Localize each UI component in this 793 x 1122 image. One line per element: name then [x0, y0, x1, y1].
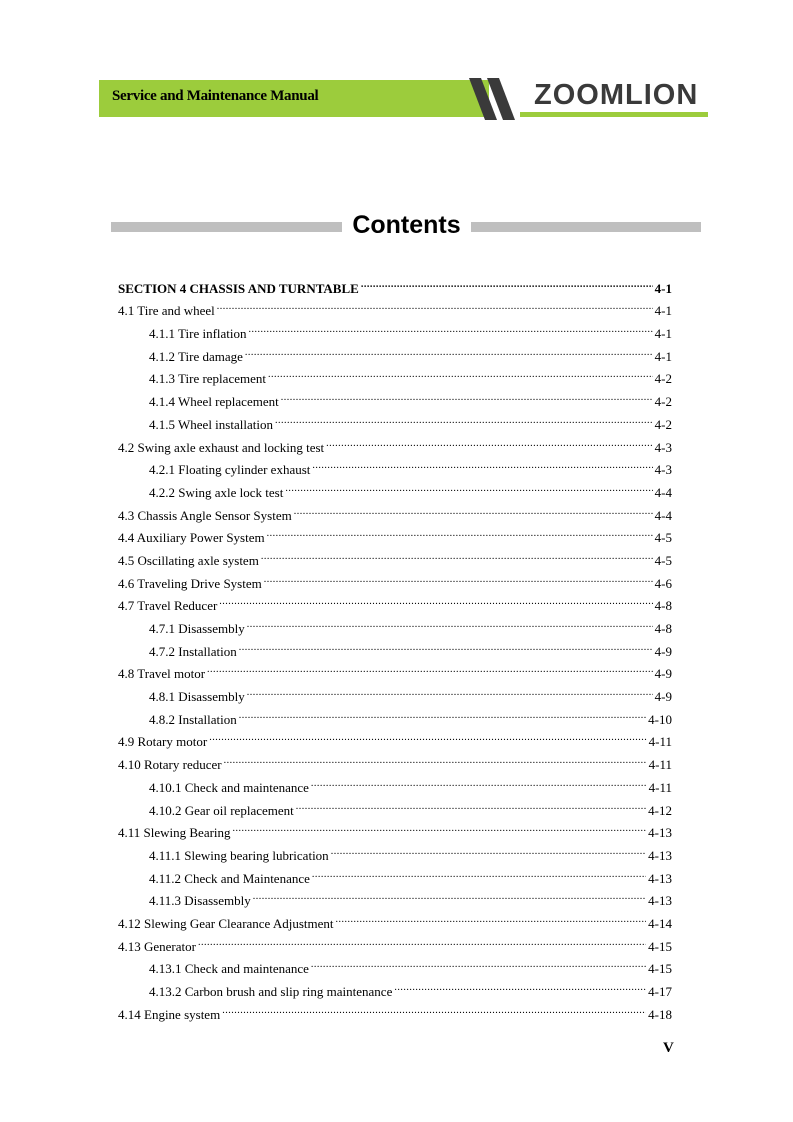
toc-dot-leader [285, 474, 652, 497]
toc-entry-page: 4-9 [654, 666, 672, 682]
toc-entry-page: 4-2 [654, 371, 672, 387]
toc-dot-leader [224, 746, 647, 769]
toc-entry-title: SECTION 4 CHASSIS AND TURNTABLE [118, 280, 359, 296]
toc-entry-page: 4-1 [654, 303, 672, 319]
manual-title: Service and Maintenance Manual [112, 88, 319, 104]
toc-entry-title: 4.1.4 Wheel replacement [149, 394, 279, 410]
toc-entry-title: 4.8.2 Installation [149, 711, 237, 727]
page-number: V [663, 1040, 674, 1056]
toc-entry-page: 4-9 [654, 689, 672, 705]
toc-entry-page: 4-2 [654, 394, 672, 410]
toc-dot-leader [312, 860, 646, 883]
toc-entry[interactable] [118, 951, 672, 977]
toc-dot-leader [249, 315, 653, 338]
toc-entry-title: 4.1 Tire and wheel [118, 303, 215, 319]
toc-dot-leader [294, 497, 653, 520]
toc-dot-leader [239, 701, 646, 724]
toc-dot-leader [247, 610, 653, 633]
toc-entry-title: 4.13.1 Check and maintenance [149, 961, 309, 977]
toc-dot-leader [261, 542, 653, 565]
toc-dot-leader [326, 429, 652, 452]
toc-dot-leader [245, 338, 653, 361]
toc-entry[interactable] [118, 270, 672, 296]
toc-entry-title: 4.10.2 Gear oil replacement [149, 802, 294, 818]
toc-entry-title: 4.14 Engine system [118, 1006, 221, 1022]
toc-dot-leader [233, 815, 647, 838]
toc-entry-title: 4.4 Auxiliary Power System [118, 530, 265, 546]
toc-entry-page: 4-13 [648, 870, 672, 886]
toc-entry[interactable] [118, 928, 672, 954]
toc-entry-title: 4.7 Travel Reducer [118, 598, 218, 614]
toc-entry-page: 4-1 [654, 326, 672, 342]
toc-entry-page: 4-5 [654, 530, 672, 546]
toc-entry-title: 4.11.2 Check and Maintenance [149, 870, 310, 886]
toc-dot-leader [264, 565, 653, 588]
toc-dot-leader [311, 951, 646, 974]
toc-entry-title: 4.2.2 Swing axle lock test [149, 484, 284, 500]
toc-entry-title: 4.6 Traveling Drive System [118, 575, 262, 591]
toc-entry-title: 4.11 Slewing Bearing [118, 825, 231, 841]
toc-entry-page: 4-15 [648, 938, 672, 954]
toc-entry-title: 4.10.1 Check and maintenance [149, 779, 309, 795]
toc-entry-page: 4-10 [648, 711, 672, 727]
toc-dot-leader [207, 656, 653, 679]
toc-entry-title: 4.12 Slewing Gear Clearance Adjustment [118, 915, 334, 931]
toc-entry-page: 4-8 [654, 621, 672, 636]
toc-entry-page: 4-13 [648, 825, 672, 841]
brand-logo: ZOOMLION [534, 79, 699, 111]
toc-entry-title: 4.1.5 Wheel installation [149, 416, 273, 432]
brand-underline [520, 112, 708, 117]
toc-entry-page: 4-11 [648, 779, 672, 795]
toc-dot-leader [239, 633, 653, 656]
toc-dot-leader [209, 724, 646, 747]
toc-entry-page: 4-15 [648, 961, 672, 977]
toc-entry-title: 4.7.1 Disassembly [149, 621, 245, 636]
toc-entry-title: 4.1.3 Tire replacement [149, 371, 266, 387]
toc-entry-title: 4.1.1 Tire inflation [149, 326, 247, 342]
heading-rule-left [111, 222, 342, 232]
toc-dot-leader [198, 928, 646, 951]
heading-rule-right [471, 222, 701, 232]
toc-dot-leader [222, 996, 646, 1019]
toc-entry-title: 4.9 Rotary motor [118, 734, 208, 750]
toc-entry-page: 4-5 [654, 552, 672, 568]
toc-entry-page: 4-14 [648, 915, 672, 931]
toc-entry-title: 4.2.1 Floating cylinder exhaust [149, 462, 311, 478]
toc-dot-leader [361, 270, 653, 293]
toc-dot-leader [312, 452, 652, 475]
toc-entry-page: 4-8 [654, 598, 672, 614]
toc-entry-page: 4-17 [648, 984, 672, 999]
toc-dot-leader [336, 905, 647, 928]
toc-entry-page: 4-11 [648, 734, 672, 750]
toc-entry-title: 4.11.3 Disassembly [149, 893, 251, 909]
toc-entry-title: 4.10 Rotary reducer [118, 757, 222, 773]
toc-entry-page: 4-3 [654, 439, 672, 455]
toc-dot-leader [217, 293, 653, 316]
toc-dot-leader [267, 520, 653, 543]
toc-entry-page: 4-12 [648, 802, 672, 818]
toc-dot-leader [331, 837, 646, 860]
toc-dot-leader [219, 588, 652, 611]
toc-entry-page: 4-13 [648, 847, 672, 863]
toc-entry-page: 4-9 [654, 643, 672, 659]
toc-dot-leader [311, 769, 647, 792]
toc-entry-title: 4.8.1 Disassembly [149, 689, 245, 705]
toc-entry-page: 4-18 [648, 1006, 672, 1022]
toc-entry-title: 4.13 Generator [118, 938, 196, 954]
toc-entry-page: 4-11 [648, 757, 672, 773]
toc-entry-title: 4.13.2 Carbon brush and slip ring maintenance [149, 984, 393, 999]
toc-entry-page: 4-3 [654, 462, 672, 478]
toc-entry-page: 4-6 [654, 575, 672, 591]
toc-entry-title: 4.2 Swing axle exhaust and locking test [118, 439, 325, 455]
toc-entry-page: 4-13 [648, 893, 672, 909]
toc-entry-title: 4.5 Oscillating axle system [118, 552, 259, 568]
toc-dot-leader [268, 361, 653, 384]
toc-dot-leader [394, 973, 646, 996]
toc-entry-page: 4-1 [654, 348, 672, 364]
toc-dot-leader [275, 406, 653, 429]
toc-entry-title: 4.1.2 Tire damage [149, 348, 243, 364]
toc-entry-title: 4.11.1 Slewing bearing lubrication [149, 847, 329, 863]
toc-dot-leader [281, 383, 653, 406]
toc-dot-leader [296, 792, 646, 815]
page-title: Contents [352, 211, 461, 239]
toc-entry-page: 4-4 [654, 507, 672, 523]
table-of-contents [118, 270, 672, 1022]
toc-entry-title: 4.8 Travel motor [118, 666, 206, 682]
toc-entry-page: 4-4 [654, 484, 672, 500]
toc-entry-title: 4.7.2 Installation [149, 643, 237, 659]
toc-entry-page: 4-2 [654, 416, 672, 432]
toc-entry-title: 4.3 Chassis Angle Sensor System [118, 507, 292, 523]
toc-dot-leader [253, 883, 646, 906]
toc-dot-leader [247, 678, 653, 701]
toc-entry-page: 4-1 [654, 280, 672, 296]
